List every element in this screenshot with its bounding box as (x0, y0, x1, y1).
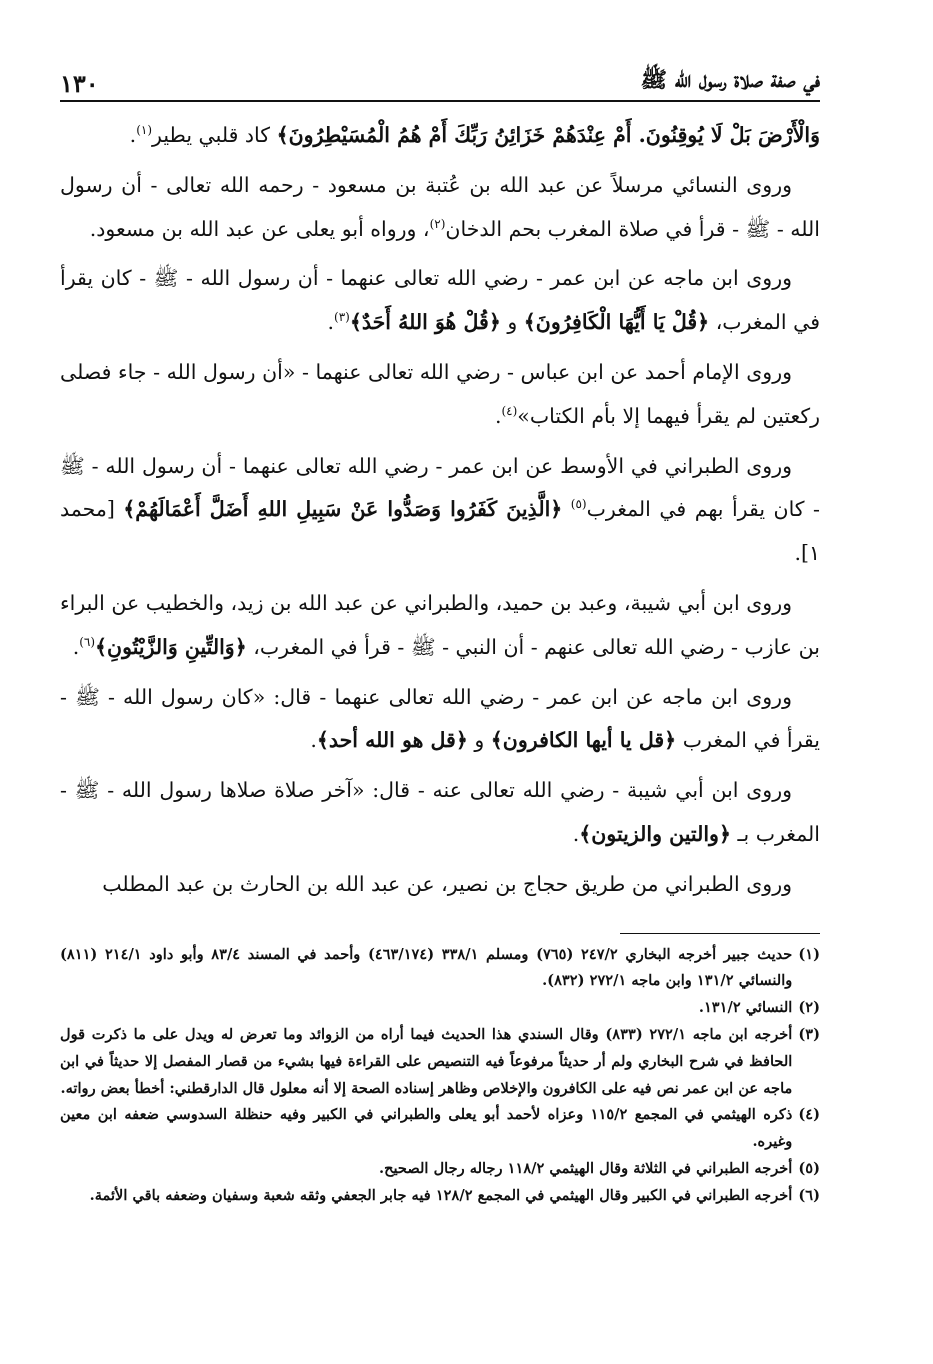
body-paragraph (60, 257, 820, 345)
footnote-number: (٢) (798, 999, 820, 1017)
footnote-separator (620, 933, 820, 934)
body-paragraph (60, 582, 820, 670)
footnote-number: (١) (798, 945, 820, 963)
footnote-number: (٦) (798, 1186, 820, 1204)
footnote-text: أخرجه الطبراني في الثلاثة وقال الهيثمي ١١٨/٢ رجاله رجال الصحيح. (379, 1159, 793, 1177)
quran-quote: ﴿قُلْ هُوَ اللهُ أَحَدٌ﴾ (349, 310, 501, 335)
running-header (60, 52, 820, 98)
text-run: و (500, 310, 524, 335)
footnote-number: (٤) (798, 1106, 820, 1124)
body-paragraph (60, 351, 820, 439)
book-page (60, 52, 820, 1210)
text-run: . (494, 403, 502, 428)
text-run: وروى ابن ماجه عن ابن عمر - رضي الله تعالى عنهما - قال: «كان رسول الله - ﷺ - يقرأ في المغرب (60, 684, 820, 753)
footnote-text: النسائي ١٣١/٢. (698, 999, 793, 1017)
quran-quote: ﴿والتين والزيتون﴾ (579, 821, 731, 846)
body-paragraph (60, 676, 820, 764)
footnote (60, 942, 820, 996)
text-run: وروى ابن أبي شيبة، وعبد بن حميد، والطبراني عن عبد الله بن زيد، والخطيب عن البراء بن عازب - رضي الله تعالى عنهم - أن النبي - ﷺ - قرأ في المغرب، (60, 590, 820, 659)
text-run: وروى ابن ماجه عن ابن عمر - رضي الله تعالى عنهما - أن رسول الله - ﷺ - كان يقرأ في المغرب، (60, 266, 820, 335)
footnote (60, 1156, 820, 1183)
text-run: . (572, 821, 580, 846)
body-text (60, 114, 820, 907)
footnote (60, 1022, 820, 1102)
body-paragraph (60, 445, 820, 576)
text-run: وروى النسائي مرسلاً عن عبد الله بن عُتبة بن مسعود - رحمه الله تعالى - أن رسول الله - ﷺ - قرأ في صلاة المغرب بحم الدخان (60, 172, 820, 241)
quran-quote: ﴿قل يا أيها الكافرون﴾ (490, 728, 677, 753)
body-paragraph (60, 863, 820, 907)
quran-quote: وَالْأَرْضَ بَلْ لَا يُوقِنُونَ. أَمْ عِنْدَهُمْ خَزَائِنُ رَبِّكَ أَمْ هُمُ الْمُسَيْطِرُونَ﴾ (276, 123, 820, 147)
footnote-reference: (٤) (501, 403, 518, 418)
footnote-reference: (١) (136, 123, 153, 138)
body-paragraph (60, 114, 820, 158)
text-run (562, 497, 570, 521)
footnote-text: ذكره الهيثمي في المجمع ١١٥/٢ وعزاه لأحمد أبو يعلى والطبراني في الكبير وفيه حنظلة السدوسي ضعفه ابن معين وغيره. (60, 1106, 793, 1151)
body-paragraph (60, 164, 820, 252)
quran-quote: ﴿قُلْ يَا أَيُّهَا الْكَافِرُونَ﴾ (523, 310, 710, 335)
footnote-reference: (٥) (570, 497, 587, 512)
text-run: . (72, 634, 80, 659)
running-title: في صفة صلاة رسول الله ﷺ (640, 67, 820, 93)
footnote-text: أخرجه ابن ماجه ٢٧٢/١ (٨٣٣) وقال السندي هذا الحديث فيما أراه من الزوائد وما تعرض له ويدل على ما ذكرت قول الحافظ في شرح البخاري ولم أر حديثاً مرفوعاً فيه التنصيص على القراءة فيها بشيء من قصار المفصل إلا حديثاً في ابن ماجه عن ابن عمر نص فيه على الكافرون والإخلاص وظاهر إسناده الصحة إلا أنه معلول قال الدارقطني: أخطأ بعض رواته. (60, 1025, 793, 1097)
header-rule (60, 100, 820, 102)
text-run: و (467, 728, 491, 753)
footnote-text: حديث جبير أخرجه البخاري ٢٤٧/٢ (٧٦٥) ومسلم ٣٣٨/١ (٤٦٣/١٧٤) وأحمد في المسند ٨٣/٤ وأبو داود ٢١٤/١ (٨١١) والنسائي ١٣١/٢ وابن ماجه ٢٧٢/١ (٨٣٢). (60, 945, 793, 990)
footnote-reference: (٣) (334, 310, 350, 325)
quran-quote: ﴿الَّذِينَ كَفَرُوا وَصَدُّوا عَنْ سَبِيلِ اللهِ أَضَلَّ أَعْمَالَهُمْ﴾ (123, 497, 563, 522)
page-number: ١٣٠ (60, 69, 99, 98)
text-run: وروى الطبراني من طريق حجاج بن نصير، عن عبد الله بن الحارث بن عبد المطلب (102, 871, 792, 896)
text-run: ، ورواه أبو يعلى عن عبد الله بن مسعود. (89, 216, 430, 241)
text-run: وروى الطبراني في الأوسط عن ابن عمر - رضي الله تعالى عنهما - أن رسول الله - ﷺ - كان يقرأ بهم في المغرب (60, 453, 820, 522)
footnote-reference: (٢) (429, 216, 446, 231)
text-run: . (310, 728, 317, 753)
footnote-reference: (٦) (79, 634, 96, 649)
text-run: [محمد ١]. (60, 497, 820, 566)
quran-quote: ﴿قل هو الله أحد﴾ (316, 728, 468, 753)
text-run: . (327, 310, 334, 335)
footnote (60, 1102, 820, 1156)
footnote (60, 995, 820, 1022)
footnotes (60, 942, 820, 1210)
footnote-text: أخرجه الطبراني في الكبير وقال الهيثمي في المجمع ١٢٨/٢ فيه جابر الجعفي وثقه شعبة وسفيان وضعفه باقي الأئمة. (89, 1186, 793, 1204)
footnote-number: (٥) (798, 1159, 820, 1177)
quran-quote: ﴿وَالتِّينِ وَالزَّيْتُونِ﴾ (95, 634, 247, 659)
body-paragraph (60, 769, 820, 857)
footnote-number: (٣) (798, 1025, 820, 1043)
text-run: . (129, 123, 137, 147)
footnote (60, 1183, 820, 1210)
text-run: كاد قلبي يطير (152, 123, 277, 147)
text-run: وروى الإمام أحمد عن ابن عباس - رضي الله تعالى عنهما - «أن رسول الله - جاء فصلى ركعتين لم يقرأ فيهما إلا بأم الكتاب» (60, 359, 820, 428)
text-run: وروى ابن أبي شيبة - رضي الله تعالى عنه - قال: «آخر صلاة صلاها رسول الله - ﷺ - المغرب بـ (60, 778, 820, 846)
